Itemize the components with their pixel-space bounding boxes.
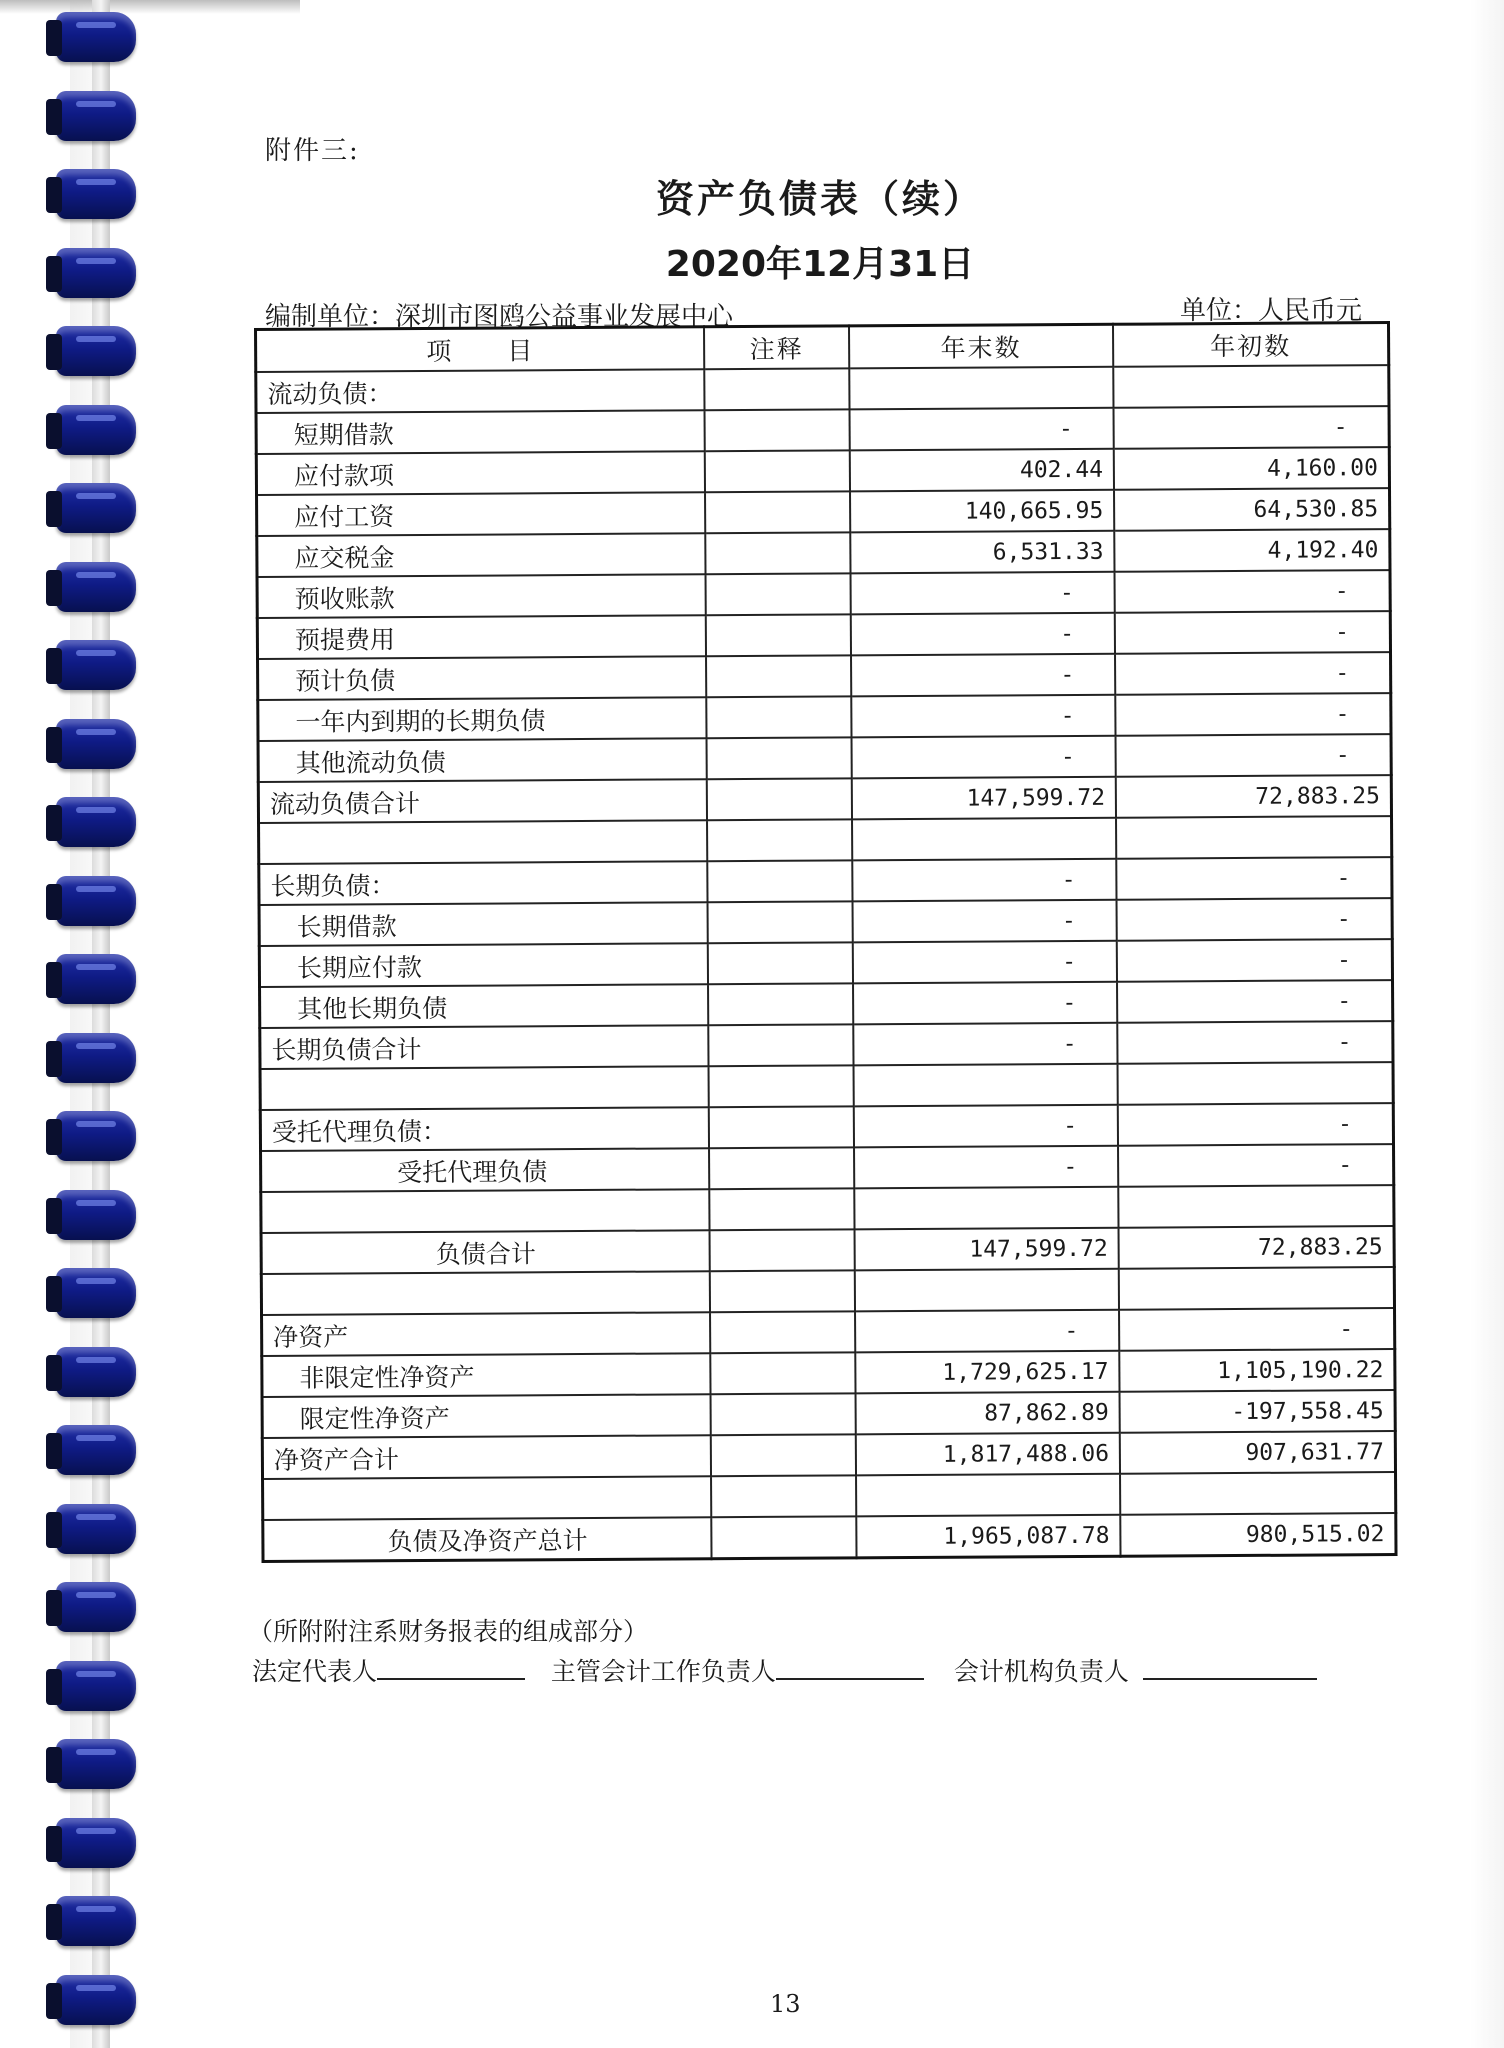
note-cell xyxy=(708,942,853,984)
table-row xyxy=(262,1431,1395,1479)
year-end-cell: 1,729,625.17 xyxy=(855,1351,1120,1394)
binding-ring xyxy=(56,797,136,847)
item-cell: 非限定性净资产 xyxy=(262,1353,711,1397)
note-cell xyxy=(706,573,851,615)
year-begin-cell: 72,883.25 xyxy=(1119,1226,1395,1269)
table-row xyxy=(261,1144,1394,1192)
legal-rep-label: 法定代表人 xyxy=(252,1657,378,1686)
year-end-cell: - xyxy=(854,1146,1119,1189)
balance-sheet-table-wrapper xyxy=(254,321,1398,1563)
table-row xyxy=(256,365,1389,413)
year-end-cell xyxy=(853,1064,1118,1107)
table-row xyxy=(256,406,1389,454)
table-row xyxy=(259,898,1392,946)
year-end-cell: - xyxy=(852,859,1117,902)
item-cell: 应付工资 xyxy=(257,492,706,536)
column-header-year-begin: 年初数 xyxy=(1113,323,1389,367)
year-begin-cell: - xyxy=(1117,939,1393,982)
year-end-cell: - xyxy=(854,1105,1119,1148)
table-row xyxy=(259,939,1392,987)
binding-ring xyxy=(56,562,136,612)
column-header-item: 项 目 xyxy=(256,327,705,372)
item-cell xyxy=(261,1271,710,1315)
year-end-cell: - xyxy=(853,941,1118,984)
item-cell: 长期负债合计 xyxy=(260,1025,709,1069)
table-row xyxy=(258,734,1391,782)
item-cell xyxy=(259,820,708,864)
binding-ring xyxy=(56,1504,136,1554)
item-cell: 负债及净资产总计 xyxy=(263,1517,712,1561)
year-begin-cell: - xyxy=(1117,980,1393,1023)
note-cell xyxy=(707,819,852,861)
table-row xyxy=(257,529,1390,577)
item-cell: 应付款项 xyxy=(256,451,705,495)
note-cell xyxy=(711,1475,856,1517)
year-end-cell: 1,965,087.78 xyxy=(856,1515,1121,1558)
year-end-cell: 87,862.89 xyxy=(855,1392,1120,1435)
institution-head-label: 会计机构负责人 xyxy=(953,1657,1129,1686)
item-cell xyxy=(263,1476,712,1520)
item-cell: 长期负债： xyxy=(259,861,708,905)
table-row xyxy=(260,1103,1393,1151)
accounting-head-label: 主管会计工作负责人 xyxy=(550,1657,776,1686)
binding-ring xyxy=(56,1347,136,1397)
year-end-cell xyxy=(856,1474,1121,1517)
table-row xyxy=(259,857,1392,905)
note-cell xyxy=(705,368,850,410)
binding-ring xyxy=(56,954,136,1004)
table-row xyxy=(263,1513,1396,1561)
note-cell xyxy=(710,1229,855,1271)
table-row xyxy=(261,1226,1394,1274)
binding-ring xyxy=(56,1425,136,1475)
note-cell xyxy=(710,1188,855,1230)
note-cell xyxy=(708,983,853,1025)
table-row xyxy=(262,1390,1395,1438)
item-cell xyxy=(261,1189,710,1233)
table-row xyxy=(257,488,1390,536)
year-begin-cell: - xyxy=(1117,1021,1393,1064)
note-cell xyxy=(709,1065,854,1107)
year-begin-cell: 907,631.77 xyxy=(1120,1431,1396,1474)
year-end-cell: - xyxy=(851,695,1116,738)
item-cell: 其他长期负债 xyxy=(260,984,709,1028)
column-header-year-end: 年末数 xyxy=(849,324,1114,368)
table-row xyxy=(261,1185,1394,1233)
binding-ring xyxy=(56,1896,136,1946)
page-number: 13 xyxy=(770,1990,801,2018)
binding-ring xyxy=(56,876,136,926)
note-cell xyxy=(705,491,850,533)
binding-ring xyxy=(56,483,136,533)
year-end-cell: - xyxy=(853,1023,1118,1066)
item-cell: 一年内到期的长期负债 xyxy=(258,697,707,741)
binding-ring xyxy=(56,1818,136,1868)
item-cell: 长期应付款 xyxy=(259,943,708,987)
binding-ring xyxy=(56,719,136,769)
table-row xyxy=(261,1267,1394,1315)
note-cell xyxy=(709,1106,854,1148)
attachment-label: 附件三: xyxy=(265,136,360,166)
note-cell xyxy=(712,1516,857,1558)
item-cell xyxy=(260,1066,709,1110)
balance-sheet-table xyxy=(254,321,1398,1563)
year-end-cell: 402.44 xyxy=(850,449,1115,492)
year-begin-cell xyxy=(1118,1185,1394,1228)
year-end-cell: 6,531.33 xyxy=(850,531,1115,574)
note-cell xyxy=(710,1311,855,1353)
item-cell: 应交税金 xyxy=(257,533,706,577)
note-cell xyxy=(707,737,852,779)
year-end-cell: - xyxy=(850,572,1115,615)
binding-ring xyxy=(56,91,136,141)
table-row xyxy=(258,652,1391,700)
item-cell: 长期借款 xyxy=(259,902,708,946)
year-begin-cell: - xyxy=(1115,693,1391,736)
table-row xyxy=(256,447,1389,495)
year-end-cell xyxy=(849,367,1114,410)
column-header-note: 注释 xyxy=(704,326,849,369)
year-end-cell: - xyxy=(851,613,1116,656)
note-cell xyxy=(711,1393,856,1435)
year-begin-cell: 64,530.85 xyxy=(1114,488,1390,531)
signature-row xyxy=(252,1652,1317,1688)
year-begin-cell: - xyxy=(1114,406,1390,449)
note-cell xyxy=(707,696,852,738)
currency-unit: 单位：人民币元 xyxy=(1180,296,1363,326)
year-begin-cell xyxy=(1113,365,1389,408)
year-end-cell xyxy=(854,1187,1119,1230)
spiral-binding xyxy=(0,0,150,2048)
binding-ring xyxy=(56,1268,136,1318)
table-header-row xyxy=(256,323,1389,372)
year-end-cell: - xyxy=(851,736,1116,779)
item-cell: 其他流动负债 xyxy=(258,738,707,782)
binding-ring xyxy=(56,640,136,690)
report-date: 2020年12月31日 xyxy=(665,244,975,285)
note-cell xyxy=(705,450,850,492)
year-begin-cell: - xyxy=(1116,734,1392,777)
table-row xyxy=(262,1308,1395,1356)
binding-ring xyxy=(56,1190,136,1240)
year-begin-cell: - xyxy=(1115,611,1391,654)
year-end-cell: - xyxy=(851,654,1116,697)
note-cell xyxy=(708,860,853,902)
item-cell: 净资产 xyxy=(262,1312,711,1356)
year-begin-cell: - xyxy=(1118,1144,1394,1187)
table-row xyxy=(259,816,1392,864)
note-cell xyxy=(706,532,851,574)
note-cell xyxy=(709,1147,854,1189)
binding-ring xyxy=(56,1739,136,1789)
item-cell: 流动负债： xyxy=(256,369,705,413)
table-row xyxy=(258,693,1391,741)
year-begin-cell xyxy=(1116,816,1392,859)
preparing-organization: 编制单位：深圳市图鸥公益事业发展中心 xyxy=(265,302,734,332)
table-row xyxy=(257,611,1390,659)
binding-ring xyxy=(56,1033,136,1083)
year-begin-cell xyxy=(1118,1062,1394,1105)
year-begin-cell: 4,160.00 xyxy=(1114,447,1390,490)
year-begin-cell: - xyxy=(1117,898,1393,941)
year-begin-cell: - xyxy=(1118,1103,1394,1146)
note-cell xyxy=(707,778,852,820)
binding-ring xyxy=(56,1582,136,1632)
table-row xyxy=(263,1472,1396,1520)
binding-ring xyxy=(56,405,136,455)
year-begin-cell: - xyxy=(1115,652,1391,695)
note-cell xyxy=(706,614,851,656)
note-cell xyxy=(706,655,851,697)
year-end-cell: 147,599.72 xyxy=(852,777,1117,820)
binding-ring xyxy=(56,1975,136,2025)
note-cell xyxy=(710,1270,855,1312)
item-cell: 受托代理负债 xyxy=(261,1148,710,1192)
year-end-cell: 140,665.95 xyxy=(850,490,1115,533)
legal-rep-signature-line[interactable] xyxy=(377,1656,525,1680)
table-row xyxy=(260,1062,1393,1110)
accounting-head-signature-line[interactable] xyxy=(776,1656,924,1680)
item-cell: 预计负债 xyxy=(258,656,707,700)
year-begin-cell: 72,883.25 xyxy=(1116,775,1392,818)
item-cell: 净资产合计 xyxy=(262,1435,711,1479)
item-cell: 受托代理负债： xyxy=(260,1107,709,1151)
year-begin-cell: - xyxy=(1116,857,1392,900)
year-begin-cell: -197,558.45 xyxy=(1120,1390,1396,1433)
year-end-cell: - xyxy=(853,982,1118,1025)
item-cell: 负债合计 xyxy=(261,1230,710,1274)
binding-ring xyxy=(56,326,136,376)
binding-ring xyxy=(56,1661,136,1711)
note-cell xyxy=(709,1024,854,1066)
table-row xyxy=(260,1021,1393,1069)
item-cell: 预提费用 xyxy=(257,615,706,659)
year-begin-cell: - xyxy=(1119,1308,1395,1351)
item-cell: 短期借款 xyxy=(256,410,705,454)
year-begin-cell: 4,192.40 xyxy=(1114,529,1390,572)
note-cell xyxy=(711,1434,856,1476)
note-cell xyxy=(705,409,850,451)
item-cell: 流动负债合计 xyxy=(258,779,707,823)
year-end-cell: 1,817,488.06 xyxy=(856,1433,1121,1476)
institution-head-signature-line[interactable] xyxy=(1143,1656,1317,1680)
binding-ring xyxy=(56,1111,136,1161)
year-begin-cell: 980,515.02 xyxy=(1120,1513,1396,1556)
footnote: （所附附注系财务报表的组成部分） xyxy=(248,1617,649,1646)
item-cell: 预收账款 xyxy=(257,574,706,618)
page-title: 资产负债表（续） xyxy=(655,177,984,221)
year-end-cell: - xyxy=(852,900,1117,943)
year-begin-cell: 1,105,190.22 xyxy=(1119,1349,1395,1392)
item-cell: 限定性净资产 xyxy=(262,1394,711,1438)
year-end-cell: - xyxy=(855,1310,1120,1353)
year-begin-cell: - xyxy=(1115,570,1391,613)
table-row xyxy=(258,775,1391,823)
year-end-cell xyxy=(855,1269,1120,1312)
table-row xyxy=(260,980,1393,1028)
table-row xyxy=(262,1349,1395,1397)
year-end-cell: - xyxy=(849,408,1114,451)
binding-ring xyxy=(56,12,136,62)
year-begin-cell xyxy=(1119,1267,1395,1310)
note-cell xyxy=(711,1352,856,1394)
year-end-cell xyxy=(852,818,1117,861)
note-cell xyxy=(708,901,853,943)
table-row xyxy=(257,570,1390,618)
year-begin-cell xyxy=(1120,1472,1396,1515)
year-end-cell: 147,599.72 xyxy=(854,1228,1119,1271)
